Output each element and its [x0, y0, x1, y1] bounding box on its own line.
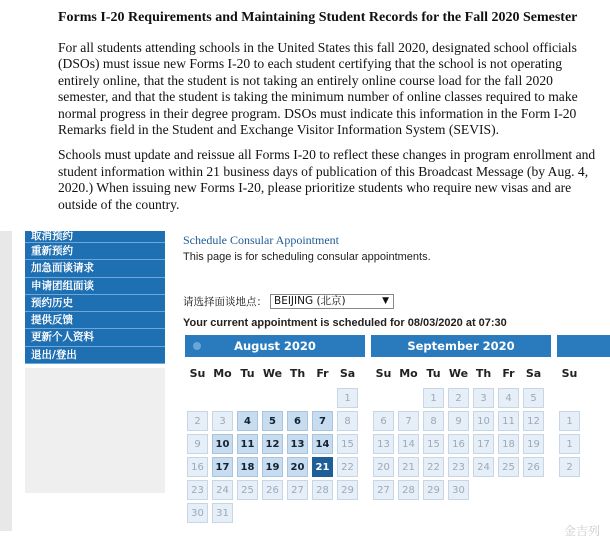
weekday-row	[557, 363, 610, 385]
calendar-day-unavailable: 2	[559, 457, 580, 477]
month-header	[557, 335, 610, 357]
page-title: Schedule Consular Appointment	[183, 233, 339, 247]
page-description: This page is for scheduling consular appointments.	[183, 251, 431, 263]
calendar-day-unavailable: 28	[398, 480, 419, 500]
calendar-day-unavailable: 18	[498, 434, 519, 454]
calendar-day-unavailable: 27	[287, 480, 308, 500]
calendar-day-unavailable: 9	[187, 434, 208, 454]
calendar-day-unavailable: 6	[373, 411, 394, 431]
calendar-day-available[interactable]: 4	[237, 411, 258, 431]
calendar-day-unavailable: 16	[448, 434, 469, 454]
weekday-label: Sa	[525, 367, 542, 380]
weekday-label: Fr	[316, 367, 329, 380]
calendar-day-unavailable: 26	[523, 457, 544, 477]
weekday-label: Th	[475, 367, 492, 380]
calendar-day-available[interactable]: 14	[312, 434, 333, 454]
calendar-day-unavailable: 15	[423, 434, 444, 454]
weekday-label: Th	[289, 367, 306, 380]
calendar-day-unavailable: 12	[523, 411, 544, 431]
calendar-day-unavailable: 4	[498, 388, 519, 408]
location-label: 请选择面谈地点：	[183, 296, 267, 308]
calendar-day-unavailable: 20	[373, 457, 394, 477]
sidebar-item-expedite-request[interactable]: 加急面谈请求	[25, 260, 165, 277]
calendar-day-unavailable: 29	[423, 480, 444, 500]
current-appointment-text: Your current appointment is scheduled for 08/03/2020 at 07:30	[183, 317, 507, 329]
dropdown-caret-icon: ▼	[382, 296, 389, 306]
calendar-day-available[interactable]: 11	[237, 434, 258, 454]
left-gutter	[0, 231, 12, 531]
day-grid	[557, 388, 610, 503]
document-paragraph-1: For all students attending schools in the United States this fall 2020, designated school officials (DSOs) must issue new Forms I-20 to each student certifying that the school is not operating entirely online, that the student is not taking an entirely online course load for the fall 2020 semester, and that the student is taking the minimum number of online classes required to make normal progress in their degree program. DSOs must indicate this information in the Form I-20 Remarks field in the Student and Exchange Visitor Information System (SEVIS).	[58, 40, 578, 138]
location-row	[183, 294, 394, 309]
calendar-day-available[interactable]: 12	[262, 434, 283, 454]
weekday-label: Su	[375, 367, 392, 380]
weekday-label: Tu	[240, 367, 255, 380]
broadcast-document	[58, 10, 603, 222]
calendar-day-unavailable: 3	[212, 411, 233, 431]
calendar-day-unavailable: 15	[337, 434, 358, 454]
calendar-day-unavailable: 31	[212, 503, 233, 523]
calendar-day-unavailable: 24	[212, 480, 233, 500]
calendar-day-available[interactable]: 13	[287, 434, 308, 454]
calendar-day-unavailable: 25	[237, 480, 258, 500]
month-september	[371, 335, 551, 503]
month-header	[371, 335, 551, 357]
weekday-label: Tu	[426, 367, 441, 380]
calendar-day-unavailable: 9	[448, 411, 469, 431]
calendar-day-unavailable: 3	[473, 388, 494, 408]
location-selected-value: BEIJING (北京)	[274, 295, 346, 307]
prev-month-icon[interactable]	[193, 342, 201, 350]
calendar-day-unavailable: 24	[473, 457, 494, 477]
document-title: Forms I-20 Requirements and Maintaining Student Records for the Fall 2020 Semester	[58, 10, 578, 25]
calendar-day-unavailable: 13	[373, 434, 394, 454]
calendar-day-unavailable: 22	[337, 457, 358, 477]
weekday-label: We	[448, 367, 469, 380]
sidebar-item-group-interview[interactable]: 申请团组面谈	[25, 278, 165, 295]
calendar-day-unavailable: 22	[423, 457, 444, 477]
document-paragraph-2: Schools must update and reissue all Forms I-20 to reflect these changes in program enrollment and student information within 21 business days of publication of this Broadcast Message (by Aug. 4, 2020.) When issuing new Forms I-20, please prioritize students who require new visas and are outside of the country.	[58, 147, 596, 212]
weekday-label: Sa	[339, 367, 356, 380]
calendar-day-unavailable: 29	[337, 480, 358, 500]
month-title: September 2020	[407, 339, 515, 353]
weekday-label: We	[262, 367, 283, 380]
month-october-partial	[557, 335, 610, 503]
calendar-day-available[interactable]: 18	[237, 457, 258, 477]
sidebar-item-logout[interactable]: 退出/登出	[25, 347, 165, 364]
sidebar-item-update-profile[interactable]: 更新个人资料	[25, 329, 165, 346]
calendar-day-unavailable: 27	[373, 480, 394, 500]
calendar-day-available[interactable]: 20	[287, 457, 308, 477]
month-august	[185, 335, 365, 526]
calendar-day-unavailable: 8	[337, 411, 358, 431]
calendar-day-unavailable: 16	[187, 457, 208, 477]
calendar-day-unavailable: 10	[473, 411, 494, 431]
calendar-day-available[interactable]: 6	[287, 411, 308, 431]
calendar-day-available[interactable]: 19	[262, 457, 283, 477]
calendar-day-unavailable: 5	[523, 388, 544, 408]
appointment-calendar	[185, 335, 610, 545]
appointment-screenshot	[0, 231, 610, 545]
calendar-day-unavailable: 1	[559, 411, 580, 431]
weekday-label: Mo	[399, 367, 418, 380]
calendar-day-unavailable: 1	[559, 434, 580, 454]
calendar-day-unavailable: 26	[262, 480, 283, 500]
sidebar-menu	[25, 231, 165, 493]
calendar-day-unavailable: 17	[473, 434, 494, 454]
calendar-day-unavailable: 11	[498, 411, 519, 431]
calendar-day-selected[interactable]: 21	[312, 457, 333, 477]
calendar-day-unavailable: 2	[187, 411, 208, 431]
month-title: August 2020	[234, 339, 316, 353]
calendar-day-unavailable: 25	[498, 457, 519, 477]
sidebar-empty-area	[25, 368, 165, 493]
sidebar-item-reschedule[interactable]: 重新预约	[25, 243, 165, 260]
calendar-day-unavailable: 23	[187, 480, 208, 500]
calendar-day-unavailable: 1	[423, 388, 444, 408]
calendar-day-unavailable: 14	[398, 434, 419, 454]
weekday-row	[185, 363, 365, 385]
calendar-day-unavailable: 1	[337, 388, 358, 408]
sidebar-item-appointment-history[interactable]: 预约历史	[25, 295, 165, 312]
calendar-day-unavailable: 23	[448, 457, 469, 477]
calendar-day-unavailable: 30	[187, 503, 208, 523]
weekday-label: Fr	[502, 367, 515, 380]
location-select[interactable]	[270, 294, 394, 309]
calendar-day-unavailable: 30	[448, 480, 469, 500]
day-grid	[185, 388, 365, 526]
watermark-logo: 金吉列	[563, 524, 600, 538]
calendar-day-unavailable: 8	[423, 411, 444, 431]
calendar-day-available[interactable]: 5	[262, 411, 283, 431]
weekday-label: Su	[189, 367, 206, 380]
sidebar-item-feedback[interactable]: 提供反馈	[25, 312, 165, 329]
calendar-day-unavailable: 19	[523, 434, 544, 454]
weekday-label: Mo	[213, 367, 232, 380]
calendar-day-unavailable: 7	[398, 411, 419, 431]
weekday-label: Su	[561, 367, 578, 380]
calendar-day-unavailable: 2	[448, 388, 469, 408]
calendar-day-unavailable: 21	[398, 457, 419, 477]
calendar-day-available[interactable]: 10	[212, 434, 233, 454]
month-header	[185, 335, 365, 357]
weekday-row	[371, 363, 551, 385]
calendar-day-available[interactable]: 17	[212, 457, 233, 477]
calendar-day-available[interactable]: 7	[312, 411, 333, 431]
sidebar-item-cancel-appointment[interactable]: 取消预约	[25, 231, 165, 243]
day-grid	[371, 388, 551, 503]
calendar-day-unavailable: 28	[312, 480, 333, 500]
